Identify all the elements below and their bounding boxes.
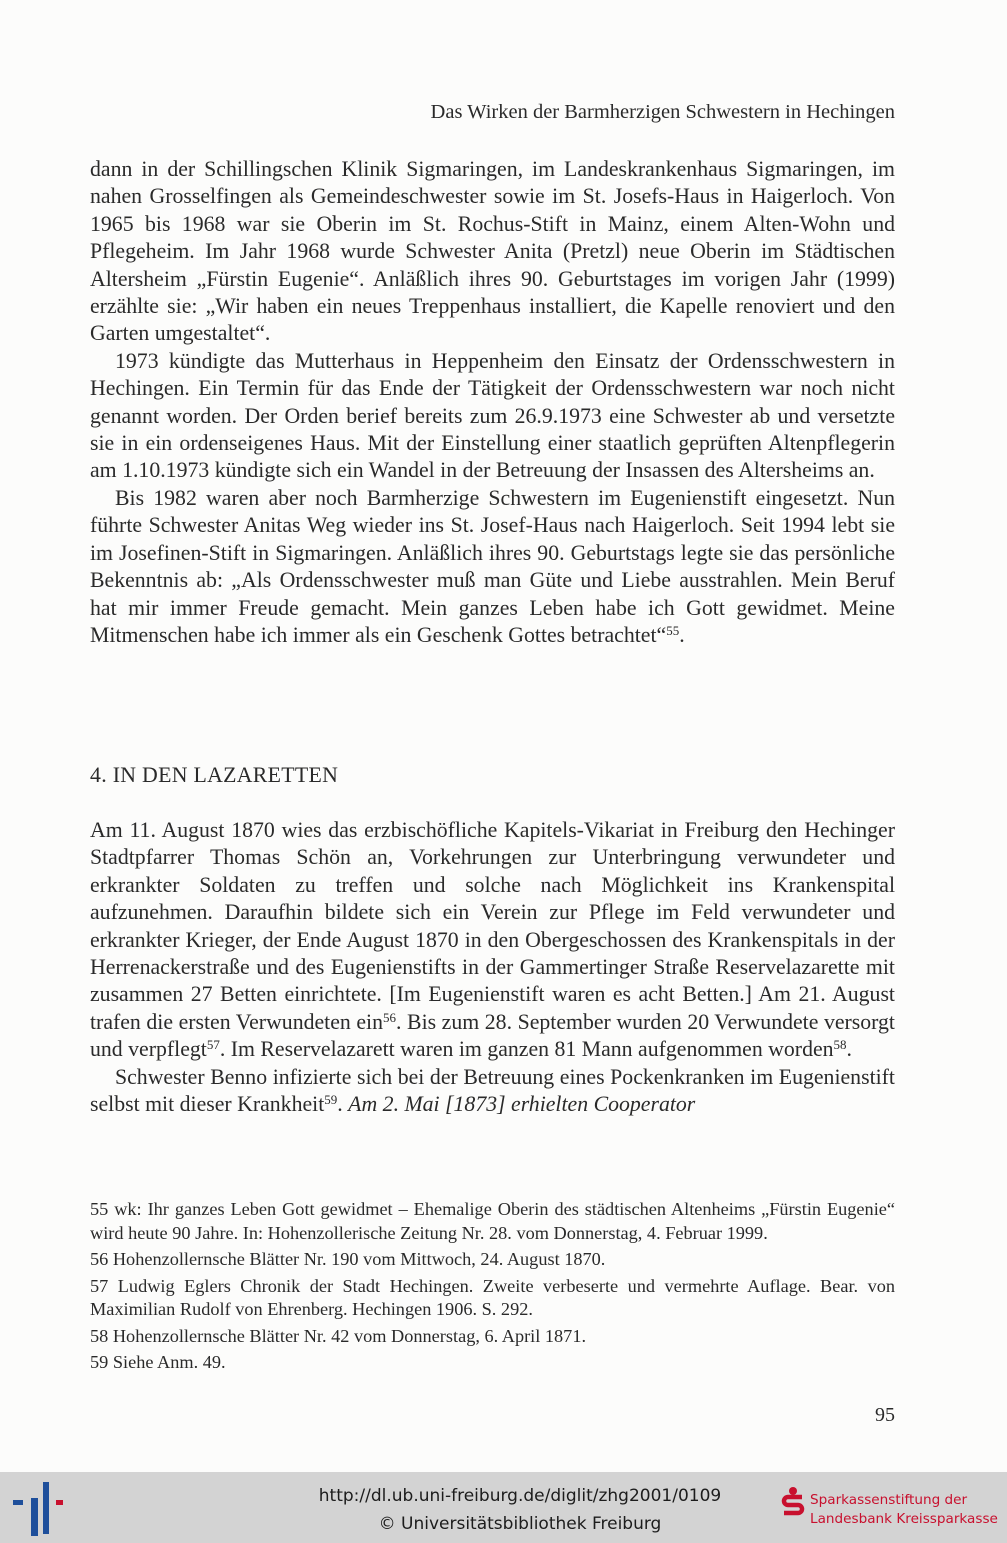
paragraph: dann in der Schillingschen Klinik Sigmaringen, im Landeskrankenhaus Sigmaringen, im nahen Grosselfingen als Gemeindeschwester sowie im St. Josefs-Haus in Haigerloch. Von 1965 bis 1968 war sie Oberin im St. Rochus-Stift in Mainz, einem Alten-Wohn und Pflegeheim. Im Jahr 1968 wurde Schwester Anita (Pretzl) neue Oberin im Städtischen Altersheim „Fürstin Eugenie“. Anläßlich ihres 90. Geburtstages im vorigen Jahr (1999) erzählte sie: „Wir haben ein neues Treppenhaus installiert, die Kapelle renoviert und den Garten umgestaltet“. <box>90 157 895 346</box>
footnote: 58 Hohenzollernsche Blätter Nr. 42 vom Donnerstag, 6. April 1871. <box>90 1325 587 1346</box>
page-number: 95 <box>875 1404 895 1426</box>
section-3-text <box>90 156 895 649</box>
sponsor-line: Sparkassenstiftung der <box>810 1492 968 1508</box>
paragraph-text: Am 11. August 1870 wies das erzbischöfliche Kapitels-Vikariat in Freiburg den Hechinger Stadtpfarrer Thomas Schön an, Vorkehrungen zur Unterbringung verwundeter und erkrankter Soldaten zu treffen und solche nach Möglichkeit ins Krankenspital aufzunehmen. Daraufhin bildete sich ein Verein zur Pflege im Feld verwundeter und erkrankter Krieger, der Ende August 1870 in den Obergeschossen des Krankenspitals in der Herrenackerstraße und des Eugenienstifts in der Gammertinger Straße Reservelazarette mit zusammen 27 Betten einrichtete. [Im Eugenienstift waren es acht Betten.] Am 21. August trafen die ersten Verwundeten ein <box>90 818 895 1034</box>
section-4-text <box>90 817 895 1118</box>
paragraph-text: . <box>337 1092 349 1117</box>
paragraph-text: Schwester Benno infizierte sich bei der Betreuung eines Pockenkranken im Eugenienstift selbst mit dieser Krankheit <box>90 1064 895 1117</box>
running-head: Das Wirken der Barmherzigen Schwestern in Hechingen <box>430 101 895 123</box>
paragraph-text: Bis 1982 waren aber noch Barmherzige Schwestern im Eugenienstift eingesetzt. Nun führte Schwester Anitas Weg wieder ins St. Josef-Haus nach Haigerloch. Seit 1994 lebt sie im Josefinen-Stift in Sigmaringen. Anläßlich ihres 90. Geburtstags legte sie das persönliche Bekenntnis ab: „Als Ordensschwester muß man Güte und Liebe ausstrahlen. Mein Beruf hat mir immer Freude gemacht. Mein ganzes Leben habe ich Gott gewidmet. Meine Mitmenschen habe ich immer als ein Geschenk Gottes betrachtet“ <box>90 485 895 647</box>
viewer-footer <box>0 1472 1007 1543</box>
footnote-ref[interactable]: 59 <box>324 1091 338 1107</box>
library-logo-icon[interactable] <box>4 1472 64 1543</box>
paragraph: 1973 kündigte das Mutterhaus in Heppenheim den Einsatz der Ordensschwestern in Hechingen. Ein Termin für das Ende der Tätigkeit der Ordensschwestern war noch nicht genannt worden. Der Orden berief bereits zum 26.9.1973 eine Schwester ab und versetzte sie in ein ordenseigenes Haus. Mit der Einstellung einer staatlich geprüften Altenpflegerin am 1.10.1973 kündigte sich ein Wandel in der Betreuung der Insassen des Altersheims an. <box>90 348 895 483</box>
footnote: 59 Siehe Anm. 49. <box>90 1352 226 1372</box>
permalink[interactable]: http://dl.ub.uni-freiburg.de/diglit/zhg2001/0109 <box>318 1486 722 1506</box>
sponsor-line: Landesbank Kreissparkasse <box>810 1511 998 1527</box>
footnote-ref[interactable]: 58 <box>833 1037 847 1053</box>
footnotes <box>90 1198 895 1378</box>
copyright-notice: © Universitätsbibliothek Freiburg <box>378 1514 662 1534</box>
footnote-ref[interactable]: 57 <box>206 1037 220 1053</box>
paragraph <box>90 485 895 649</box>
footnote-ref[interactable]: 56 <box>383 1009 397 1025</box>
italic-quote: Am 2. Mai [1873] erhielten Cooperator <box>348 1092 696 1117</box>
paragraph <box>90 1064 895 1119</box>
sponsor-logo[interactable] <box>780 1484 1005 1534</box>
sparkasse-s-icon <box>780 1486 806 1520</box>
paragraph <box>90 817 895 1064</box>
paragraph-text: . Bis zum 28. September wurden 20 Verwundete versorgt und verpflegt <box>90 1009 895 1062</box>
footnote-ref[interactable]: 55 <box>666 622 680 638</box>
paragraph-text: . <box>679 622 685 647</box>
footnote: 56 Hohenzollernsche Blätter Nr. 190 vom Mittwoch, 24. August 1870. <box>90 1249 606 1269</box>
sponsor-name <box>810 1491 1005 1529</box>
paragraph-text: . Im Reservelazarett waren im ganzen 81 Mann aufgenommen worden <box>219 1037 834 1062</box>
footnote: 55 wk: Ihr ganzes Leben Gott gewidmet – Ehemalige Oberin des städtischen Altenheims „Fürstin Eugenie“ wird heute 90 Jahre. In: Hohenzollerische Zeitung Nr. 28. vom Donnerstag, 4. Februar 1999. <box>90 1199 895 1243</box>
paragraph-text: . <box>846 1037 852 1062</box>
section-heading: 4. IN DEN LAZARETTEN <box>90 763 339 787</box>
footer-citation <box>240 1472 800 1543</box>
footnote: 57 Ludwig Eglers Chronik der Stadt Hechingen. Zweite verbeserte und vermehrte Auflage. Bear. von Maximilian Rudolf von Ehrenberg. Hechingen 1906. S. 292. <box>90 1275 895 1319</box>
